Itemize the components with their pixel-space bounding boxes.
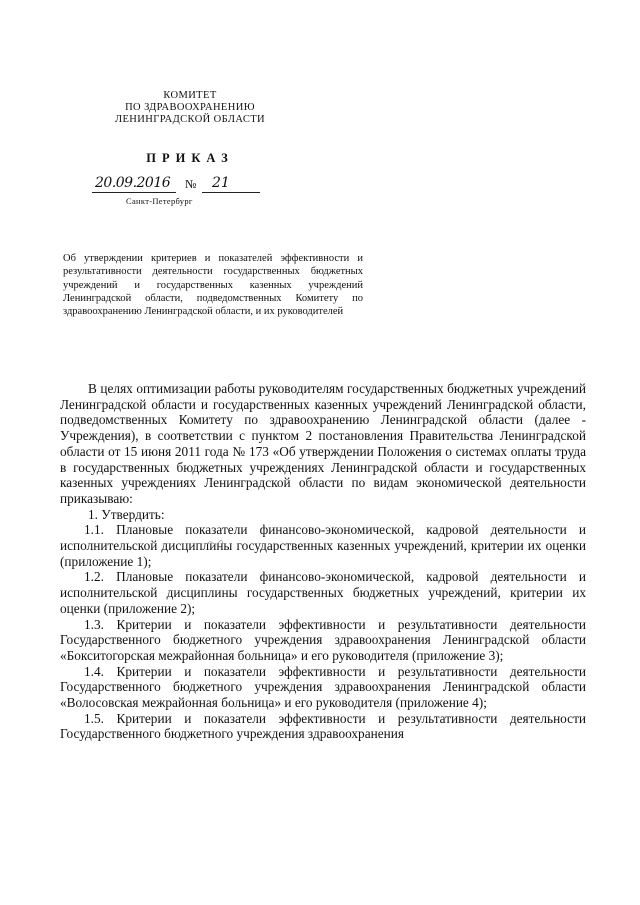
order-body — [60, 381, 586, 742]
item-1-5: 1.5. Критерии и показатели эффективности и результативности деятельности Государственного бюджетного учреждения здравоохранения — [60, 710, 586, 742]
scan-speck-mark — [206, 538, 224, 547]
item-1-3: 1.3. Критерии и показатели эффективности и результативности деятельности Государственного бюджетного учреждения здравоохранения Ленинградской области «Бокситогорская межрайонная больница» и его руководителя (приложение 3); — [60, 616, 586, 663]
order-date: 20.09.2016 — [95, 175, 171, 191]
item-1-1: 1.1. Плановые показатели финансово-экономической, кадровой деятельности и исполнительской дисциплины государственных казенных учреждений, критерии их оценки (приложение 1); — [60, 522, 586, 569]
org-name-line-3: ЛЕНИНГРАДСКОЙ ОБЛАСТИ — [114, 114, 266, 125]
number-sign: № — [185, 177, 197, 191]
order-date-number-line — [92, 177, 262, 195]
order-number: 21 — [212, 175, 230, 191]
item-1-4: 1.4. Критерии и показатели эффективности и результативности деятельности Государственного бюджетного учреждения здравоохранения Ленинградской области «Волосовская межрайонная больница» и его руководителя (приложение 4); — [60, 663, 586, 711]
order-subject: Об утверждении критериев и показателей эффективности и результативности деятельности государственных бюджетных учреждений и государственных казенных учреждений Ленинградской области, подведомственных Комитету по здравоохранению Ленинградской области, и их руководителей — [63, 253, 363, 318]
org-name-line-2: ПО ЗДРАВООХРАНЕНИЮ — [125, 102, 255, 113]
item-1: 1. Утвердить: — [88, 506, 165, 522]
date-underline — [92, 192, 176, 193]
order-title: ПРИКАЗ — [146, 151, 234, 165]
document-header — [60, 90, 320, 166]
org-name-line-1: КОМИТЕТ — [163, 90, 217, 101]
item-1-2: 1.2. Плановые показатели финансово-экономической, кадровой деятельности и исполнительской дисциплины государственных бюджетных учреждений, критерии их оценки (приложение 2); — [60, 569, 586, 616]
number-underline — [202, 192, 260, 193]
intro-paragraph: В целях оптимизации работы руководителям государственных бюджетных учреждений Ленинградской области и государственных казенных учреждений Ленинградской области, подведомственных Комитету по здравоохранению Ленинградской области (далее - Учреждения), в соответствии с пунктом 2 постановления Правительства Ленинградской области от 15 июня 2011 года № 173 «Об утверждении Положения о системах оплаты труда в государственных бюджетных учреждениях Ленинградской области и государственных казенных учреждениях Ленинградской области по видам экономической деятельности приказываю: — [60, 381, 586, 506]
order-city: Санкт-Петербург — [126, 196, 193, 206]
